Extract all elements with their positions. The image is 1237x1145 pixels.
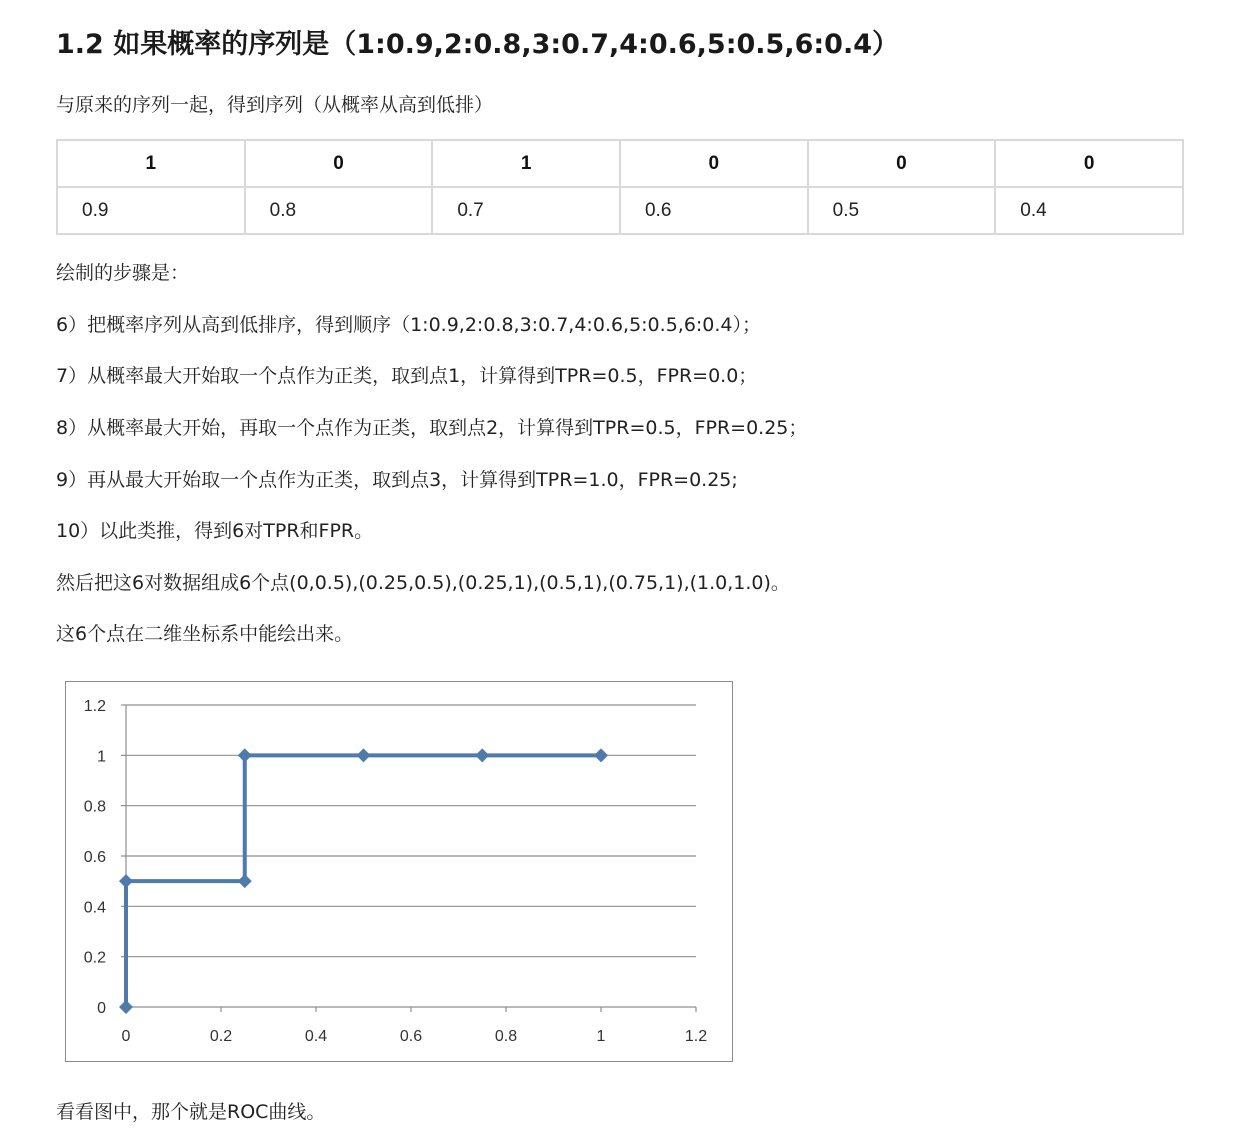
label-cell: 1 (57, 140, 245, 187)
roc-data-point (119, 874, 133, 888)
points-text: 然后把这6对数据组成6个点(0,0.5),(0.25,0.5),(0.25,1),(0.5,1),(0.75,1),(1.0,1.0)。 (56, 572, 790, 594)
roc-series-line (126, 755, 601, 1007)
x-tick-label: 0.6 (399, 1028, 423, 1045)
x-tick-label: 0.8 (494, 1028, 518, 1045)
conclusion-text: 看看图中，那个就是ROC曲线。 (56, 1101, 326, 1123)
label-cell: 0 (245, 140, 433, 187)
x-tick-label: 0.2 (209, 1028, 233, 1045)
y-tick-label: 0 (97, 1000, 106, 1017)
x-tick-label: 1 (596, 1028, 606, 1045)
probability-cell: 0.5 (808, 187, 996, 234)
probability-cell: 0.6 (620, 187, 808, 234)
y-tick-label: 1 (97, 748, 106, 766)
roc-chart-svg (66, 682, 732, 1061)
step-7: 7）从概率最大开始取一个点作为正类，取到点1，计算得到TPR=0.5，FPR=0.0； (56, 365, 758, 387)
label-cell: 0 (620, 140, 808, 187)
step-10: 10）以此类推，得到6对TPR和FPR。 (56, 520, 374, 542)
probability-cell: 0.7 (432, 187, 620, 234)
x-tick-label: 0 (121, 1028, 131, 1045)
plot-text: 这6个点在二维坐标系中能绘出来。 (56, 623, 354, 645)
probability-cell: 0.4 (995, 187, 1183, 234)
label-cell: 0 (808, 140, 996, 187)
roc-chart (65, 681, 733, 1062)
x-tick-label: 1.2 (684, 1028, 708, 1045)
intro-text: 与原来的序列一起，得到序列（从概率从高到低排） (56, 94, 494, 116)
y-tick-label: 0.8 (83, 798, 106, 816)
y-tick-label: 0.4 (83, 899, 106, 917)
y-tick-label: 1.2 (83, 698, 106, 715)
roc-data-point (357, 748, 371, 762)
label-row (57, 140, 1183, 187)
y-tick-label: 0.6 (83, 849, 106, 866)
step-9: 9）再从最大开始取一个点作为正类，取到点3，计算得到TPR=1.0，FPR=0.25; (56, 469, 738, 491)
roc-data-point (238, 874, 252, 888)
roc-data-point (238, 748, 252, 762)
x-tick-label: 0.4 (304, 1028, 328, 1045)
probability-row (57, 187, 1183, 234)
steps-heading: 绘制的步骤是： (56, 262, 190, 284)
y-tick-label: 0.2 (83, 949, 106, 967)
section-title: 1.2 如果概率的序列是（1:0.9,2:0.8,3:0.7,4:0.6,5:0.5,6:0.4） (56, 29, 899, 60)
roc-data-point (594, 748, 608, 762)
sequence-table (56, 139, 1184, 235)
probability-cell: 0.8 (245, 187, 433, 234)
roc-data-point (119, 1000, 133, 1014)
label-cell: 0 (995, 140, 1183, 187)
label-cell: 1 (432, 140, 620, 187)
step-8: 8）从概率最大开始，再取一个点作为正类，取到点2，计算得到TPR=0.5，FPR=0.25； (56, 417, 808, 439)
probability-cell: 0.9 (57, 187, 245, 234)
roc-data-point (475, 748, 489, 762)
step-6: 6）把概率序列从高到低排序，得到顺序（1:0.9,2:0.8,3:0.7,4:0.6,5:0.5,6:0.4）； (56, 314, 762, 336)
